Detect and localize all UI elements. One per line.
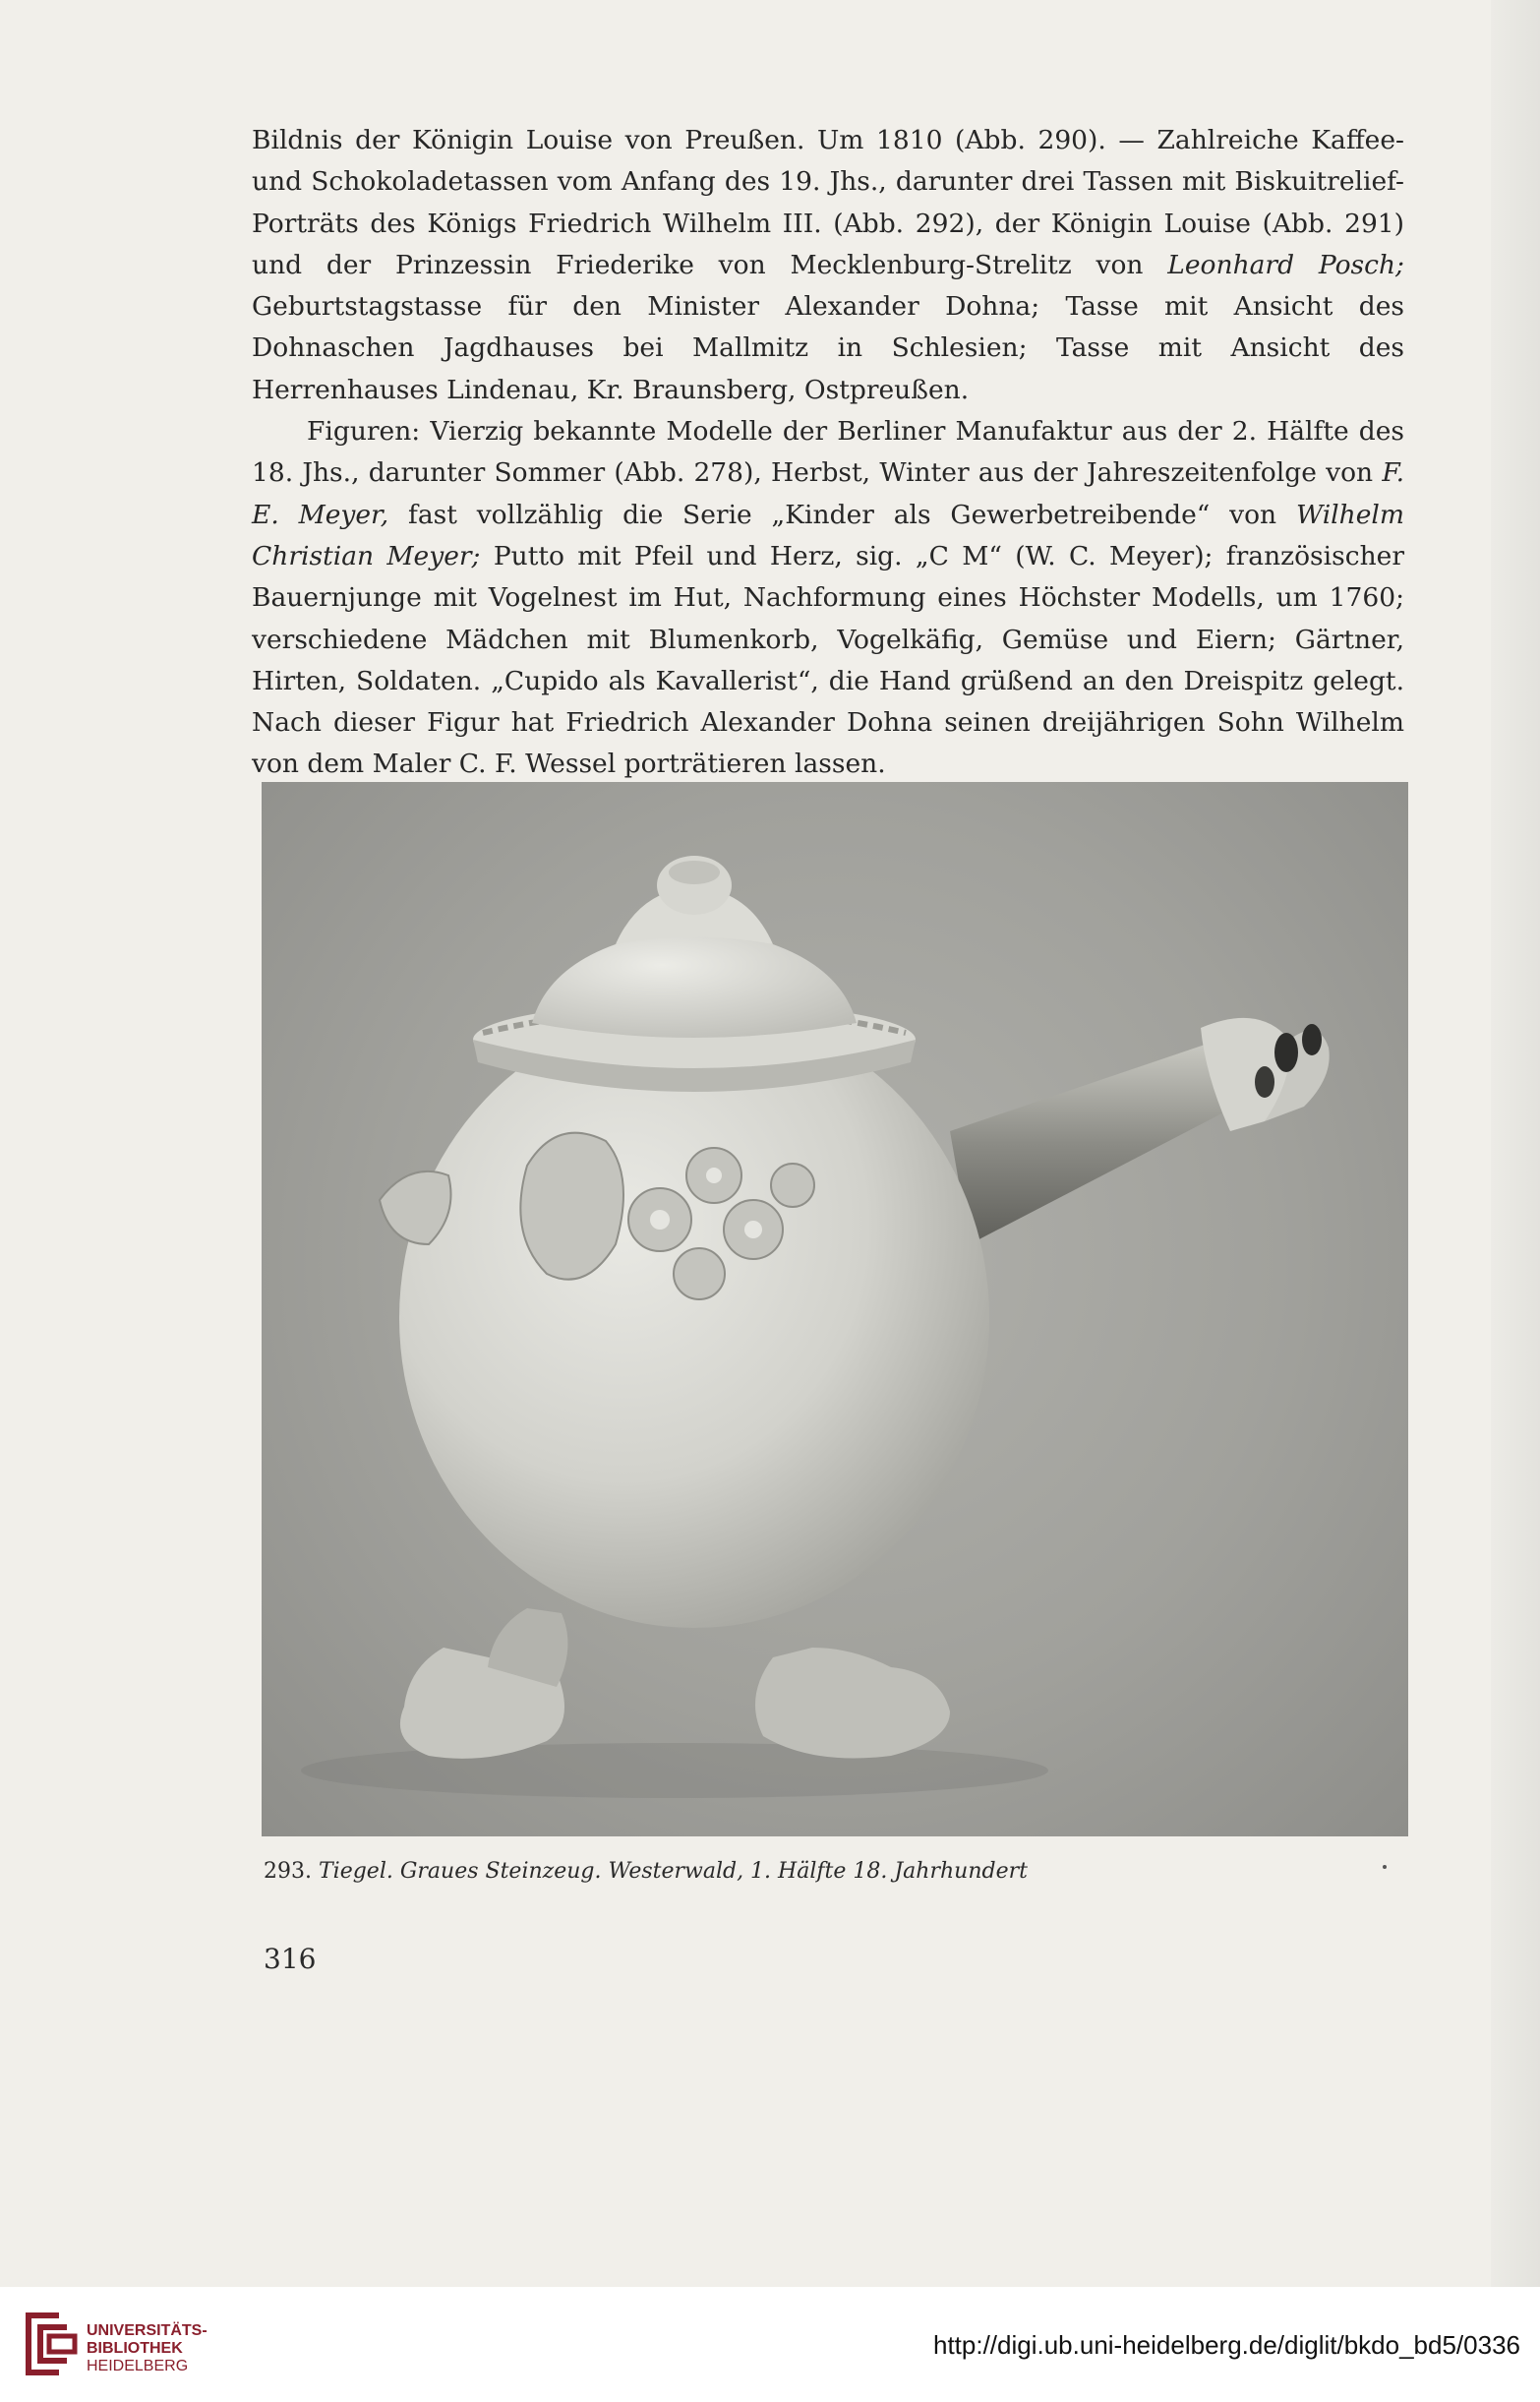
footer-bar — [0, 2287, 1540, 2402]
library-line-1: UNIVERSITÄTS- — [87, 2322, 207, 2339]
ub-heidelberg-logo-icon — [20, 2309, 79, 2379]
handle-shaft — [950, 1043, 1235, 1244]
page-number: 316 — [264, 1943, 317, 1975]
teapot-photograph — [262, 782, 1408, 1836]
p1-text-1: Bildnis der Königin Louise von Preußen. Um 1810 (Abb. 290). — Zahlreiche Kaffee- und Schokoladetassen vom Anfang des 19. Jhs., darunter drei Tassen mit Biskuitrelief-Porträts des Königs Friedrich Wilhelm III. (Abb. 292), der Königin Louise (Abb. 291) und der Prinzessin Friederike von Mecklenburg-Strelitz von — [252, 125, 1404, 280]
pot-body — [399, 1008, 989, 1628]
body-text — [252, 120, 1404, 786]
stoneware-pot-illustration — [262, 782, 1408, 1836]
caption-text: Tiegel. Graues Steinzeug. Westerwald, 1. Hälfte 18. Jahrhundert — [318, 1859, 1028, 1884]
p1-name-posch: Leonhard Posch; — [1167, 249, 1404, 280]
figure-caption — [264, 1859, 1365, 1884]
p1-text-2: Geburtstagstasse für den Minister Alexander Dohna; Tasse mit Ansicht des Dohnaschen Jagdhauses bei Mallmitz in Schlesien; Tasse mit Ansicht des Herrenhauses Lindenau, Kr. Braunsberg, Ostpreußen. — [252, 291, 1404, 405]
speck — [1383, 1865, 1387, 1869]
paragraph-1 — [252, 120, 1404, 411]
paragraph-2 — [252, 411, 1404, 786]
p2-text-2: fast vollzählig die Serie „Kinder als Gewerbetreibende“ von — [388, 499, 1296, 530]
page-edge — [1491, 0, 1540, 2287]
p2-name-wc-meyer: Wilhelm Christian Meyer; — [252, 499, 1405, 571]
figure-number: 293. — [264, 1859, 312, 1884]
library-line-3: HEIDELBERG — [87, 2358, 189, 2374]
p2-text-3: Putto mit Pfeil und Herz, sig. „C M“ (W. C. Meyer); französischer Bauernjunge mit Vogelnest im Hut, Nachformung eines Höchster Modells, um 1760; verschiedene Mädchen mit Blumenkorb, Vogelkäfig, Gemüse und Eiern; Gärtner, Hirten, Soldaten. „Cupido als Kavallerist“, die Hand grüßend an den Dreispitz gelegt. Nach dieser Figur hat Friedrich Alexander Dohna seinen dreijährigen Sohn Wilhelm von dem Maler C. F. Wessel porträtieren lassen. — [252, 540, 1404, 780]
library-line-2: BIBLIOTHEK — [87, 2340, 183, 2357]
library-name — [87, 2322, 207, 2375]
p2-name-fe-meyer: F. E. Meyer, — [252, 457, 1404, 530]
p2-text-1: Figuren: Vierzig bekannte Modelle der Berliner Manufaktur aus der 2. Hälfte des 18. Jhs., darunter Sommer (Abb. 278), Herbst, Winter aus der Jahreszeitenfolge von — [252, 416, 1404, 489]
pot-lid — [532, 934, 857, 1038]
source-url-link[interactable]: http://digi.ub.uni-heidelberg.de/diglit/bkdo_bd5/0336 — [932, 2330, 1520, 2360]
